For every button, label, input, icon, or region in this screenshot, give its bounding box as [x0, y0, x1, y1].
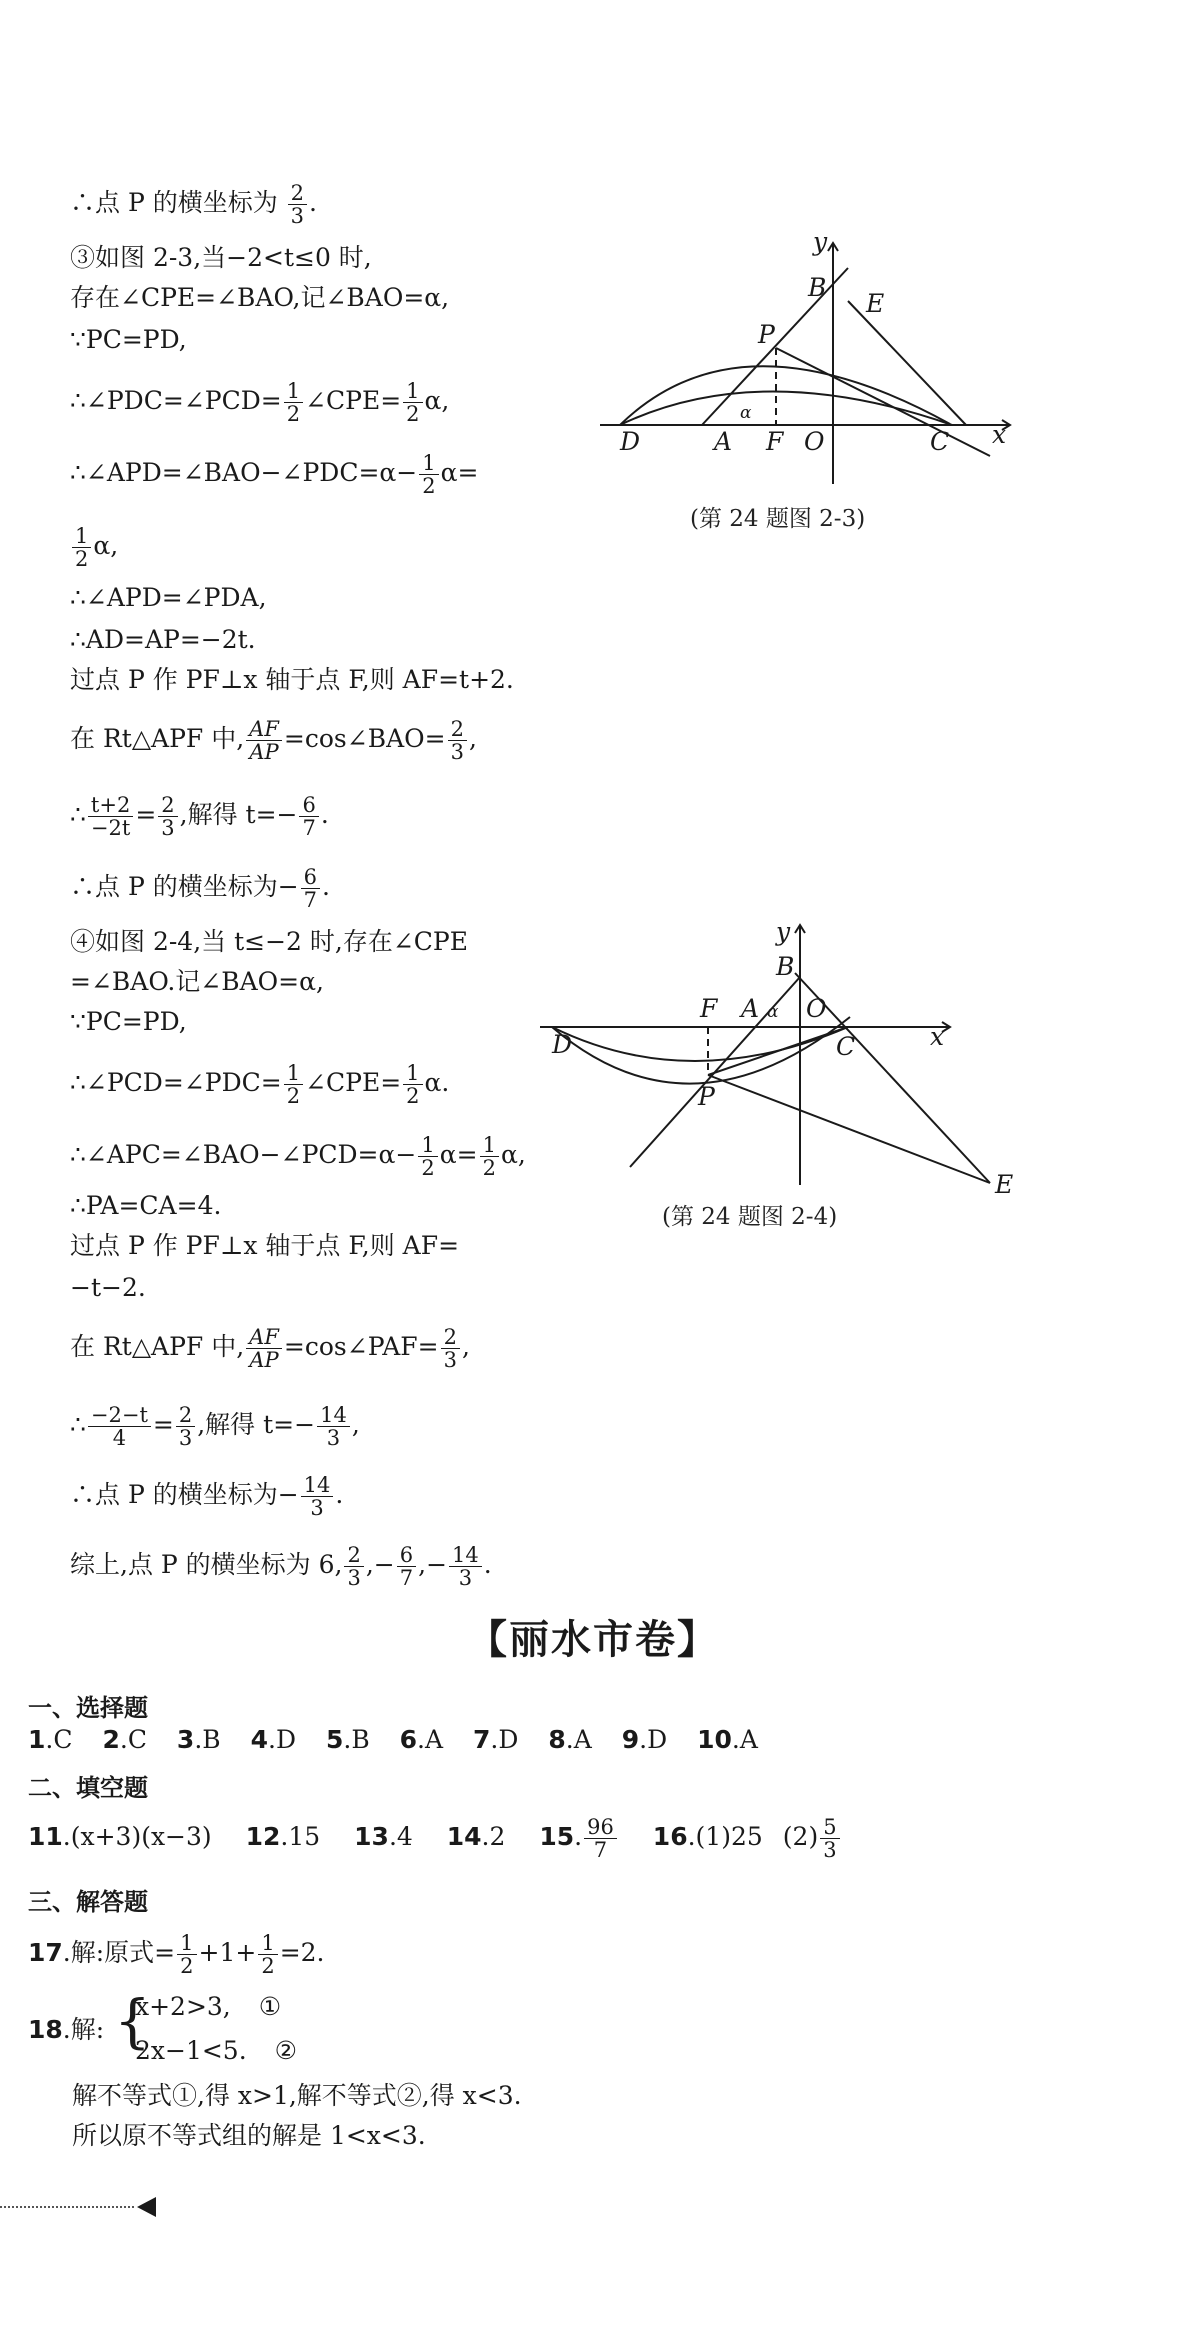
line-pe — [708, 1075, 990, 1183]
fraction: $\frac{1}{2}$ — [419, 452, 438, 497]
label-x: x — [930, 1022, 945, 1051]
text-line: ∴∠APC=∠BAO−∠PCD=α− $\frac{1}{2}$ α= $\frac{1}{2}$ α, — [70, 1133, 526, 1181]
text-line: 在 Rt△APF 中, $\frac{AF}{AP}$ =cos∠PAF= $\frac{2}{3}$ , — [70, 1325, 470, 1373]
text-line: ∴ $\frac{-2-t}{4}$ = $\frac{2}{3}$ ,解得 t=− $\frac{14}{3}$ , — [70, 1403, 360, 1451]
heading-multiple-choice: 一、选择题 — [28, 1694, 148, 1722]
label-p: P — [758, 320, 775, 349]
label-b: B — [776, 952, 795, 981]
label-c: C — [836, 1032, 856, 1061]
text-line: ④如图 2-4,当 t≤−2 时,存在∠CPE — [70, 927, 468, 956]
fraction: $\frac{2}{3}$ — [158, 794, 177, 839]
mc-item: 1.C — [28, 1725, 73, 1754]
text-line: ∴点 P 的横坐标为− $\frac{14}{3}$ . — [70, 1473, 344, 1521]
mc-item: 8.A — [548, 1725, 592, 1754]
label-b: B — [808, 273, 827, 302]
label-y: y — [813, 228, 828, 256]
parabola — [620, 392, 952, 426]
text-line: ∴ $\frac{t+2}{-2t}$ = $\frac{2}{3}$ ,解得 t=− $\frac{6}{7}$ . — [70, 793, 329, 841]
text-line: ∴∠PCD=∠PDC= $\frac{1}{2}$ ∠CPE= $\frac{1}{2}$ α. — [70, 1061, 450, 1109]
arc-pd — [620, 366, 950, 425]
text-line: 综上,点 P 的横坐标为 6, $\frac{2}{3}$ ,− $\frac{6}{7}$ ,− $\frac{14}{3}$ . — [70, 1543, 492, 1591]
text-line: 过点 P 作 PF⊥x 轴于点 F,则 AF=t+2. — [70, 665, 514, 694]
label-c: C — [930, 427, 950, 456]
text-line: ∴∠APD=∠BAO−∠PDC=α− $\frac{1}{2}$ α= — [70, 451, 479, 499]
footer-dotted-line — [0, 2206, 134, 2208]
fill-item: 13.4 — [354, 1822, 413, 1852]
text-line: 解不等式①,得 x>1,解不等式②,得 x<3. — [72, 2081, 522, 2110]
label-alpha: α — [740, 403, 752, 423]
fill-in-answers — [28, 1816, 842, 1861]
fraction: $\frac{2}{3}$ — [448, 718, 467, 763]
mc-item: 9.D — [621, 1725, 668, 1754]
text-line: −t−2. — [70, 1273, 146, 1302]
text-line: =∠BAO.记∠BAO=α, — [70, 967, 324, 996]
label-e: E — [866, 289, 885, 318]
fill-item: 15. $\frac{96}{7}$ — [539, 1822, 618, 1851]
fraction: $\frac{2}{3}$ — [441, 1326, 460, 1371]
label-o: O — [804, 427, 825, 456]
label-alpha: α — [767, 1002, 779, 1022]
fraction: $\frac{2}{3}$ — [288, 182, 307, 227]
mc-item: 2.C — [102, 1725, 147, 1754]
heading-solve: 三、解答题 — [28, 1888, 148, 1916]
mc-item: 10.A — [697, 1725, 758, 1754]
label-d: D — [552, 1030, 573, 1059]
text: ∴点 P 的横坐标为 — [70, 188, 278, 218]
fill-item: 11.(x+3)(x−3) — [28, 1822, 212, 1852]
section-title: 【丽水市卷】 — [467, 1617, 719, 1663]
fraction: $\frac{1}{2}$ — [284, 1062, 303, 1107]
label-f: F — [766, 427, 784, 456]
fraction: $\frac{14}{3}$ — [301, 1474, 334, 1519]
brace: { — [114, 1987, 151, 2055]
q18-solution: 18.解: — [28, 2015, 105, 2044]
mc-item: 5.B — [325, 1725, 370, 1754]
fraction: $\frac{96}{7}$ — [584, 1816, 617, 1861]
text-line: ∴点 P 的横坐标为− $\frac{6}{7}$ . — [70, 865, 330, 913]
label-d: D — [620, 427, 641, 456]
fraction: $\frac{AF}{AP}$ — [246, 1326, 282, 1371]
fraction: $\frac{14}{3}$ — [449, 1544, 482, 1589]
label-a: A — [741, 994, 760, 1023]
fraction: $\frac{5}{3}$ — [820, 1816, 839, 1861]
multiple-choice-answers — [28, 1725, 758, 1754]
fill-item: 14.2 — [446, 1822, 506, 1852]
arc-dc — [552, 1027, 848, 1061]
text-line: ∴∠APD=∠PDA, — [70, 583, 267, 612]
fraction: $\frac{1}{2}$ — [72, 525, 91, 570]
fraction: $\frac{6}{7}$ — [299, 794, 318, 839]
fill-item: 12.15 — [245, 1822, 321, 1852]
line-ec — [848, 301, 966, 425]
fraction: $\frac{2}{3}$ — [176, 1404, 195, 1449]
fraction: $\frac{6}{7}$ — [301, 866, 320, 911]
label-y: y — [776, 917, 791, 946]
fraction: $\frac{1}{2}$ — [418, 1134, 437, 1179]
fraction: $\frac{-2-t}{4}$ — [88, 1404, 151, 1449]
fraction: $\frac{6}{7}$ — [397, 1544, 416, 1589]
text-line: ∴PA=CA=4. — [70, 1191, 222, 1220]
inequality-2: 2x−1<5. ② — [135, 2036, 298, 2065]
text-line: 过点 P 作 PF⊥x 轴于点 F,则 AF= — [70, 1231, 460, 1260]
fraction: $\frac{1}{2}$ — [403, 380, 422, 425]
fraction: $\frac{1}{2}$ — [177, 1932, 196, 1977]
text-line: 存在∠CPE=∠BAO,记∠BAO=α, — [70, 283, 450, 312]
label-o: O — [806, 994, 827, 1023]
fraction: $\frac{14}{3}$ — [317, 1404, 350, 1449]
page-arrow-icon — [134, 2195, 158, 2219]
mc-item: 7.D — [473, 1725, 519, 1754]
label-p: P — [698, 1082, 715, 1111]
label-e: E — [995, 1170, 1014, 1199]
heading-fill-in: 二、填空题 — [28, 1774, 148, 1802]
q17-solution: 17.解:原式= $\frac{1}{2}$ +1+ $\frac{1}{2}$ =2. — [28, 1931, 325, 1979]
fraction: $\frac{AF}{AP}$ — [246, 718, 282, 763]
figure-2-3 — [590, 228, 1030, 528]
figure-2-4 — [530, 915, 1050, 1205]
fraction: $\frac{t+2}{-2t}$ — [88, 794, 133, 839]
mc-item: 3.B — [176, 1725, 221, 1754]
label-a: A — [714, 427, 733, 456]
fraction: $\frac{1}{2}$ — [258, 1932, 277, 1977]
label-f: F — [700, 994, 718, 1023]
fraction: $\frac{2}{3}$ — [344, 1544, 363, 1589]
text-line: ∵PC=PD, — [70, 325, 187, 354]
text-line: ③如图 2-3,当−2<t≤0 时, — [70, 243, 372, 272]
fraction: $\frac{1}{2}$ — [284, 380, 303, 425]
text-line: 所以原不等式组的解是 1<x<3. — [72, 2121, 426, 2150]
figure-caption: (第 24 题图 2-3) — [690, 506, 866, 532]
text-line: ∴点 P 的横坐标为 $\frac{2}{3}$ . — [70, 181, 317, 229]
mc-item: 4.D — [250, 1725, 296, 1754]
fill-item: 16.(1)25 (2) $\frac{5}{3}$ — [653, 1822, 842, 1851]
figure-caption: (第 24 题图 2-4) — [662, 1204, 838, 1230]
text-line: ∴∠PDC=∠PCD= $\frac{1}{2}$ ∠CPE= $\frac{1}{2}$ α, — [70, 379, 450, 427]
text-line: $\frac{1}{2}$ α, — [70, 525, 118, 570]
fraction: $\frac{1}{2}$ — [403, 1062, 422, 1107]
text-line: 在 Rt△APF 中, $\frac{AF}{AP}$ =cos∠BAO= $\frac{2}{3}$ , — [70, 717, 477, 765]
label-x: x — [992, 420, 1007, 449]
inequality-1: x+2>3, ① — [135, 1992, 282, 2021]
mc-item: 6.A — [399, 1725, 444, 1754]
line-pc — [708, 1027, 848, 1075]
text-line: ∵PC=PD, — [70, 1007, 187, 1036]
text-line: ∴AD=AP=−2t. — [70, 625, 256, 654]
fraction: $\frac{1}{2}$ — [480, 1134, 499, 1179]
